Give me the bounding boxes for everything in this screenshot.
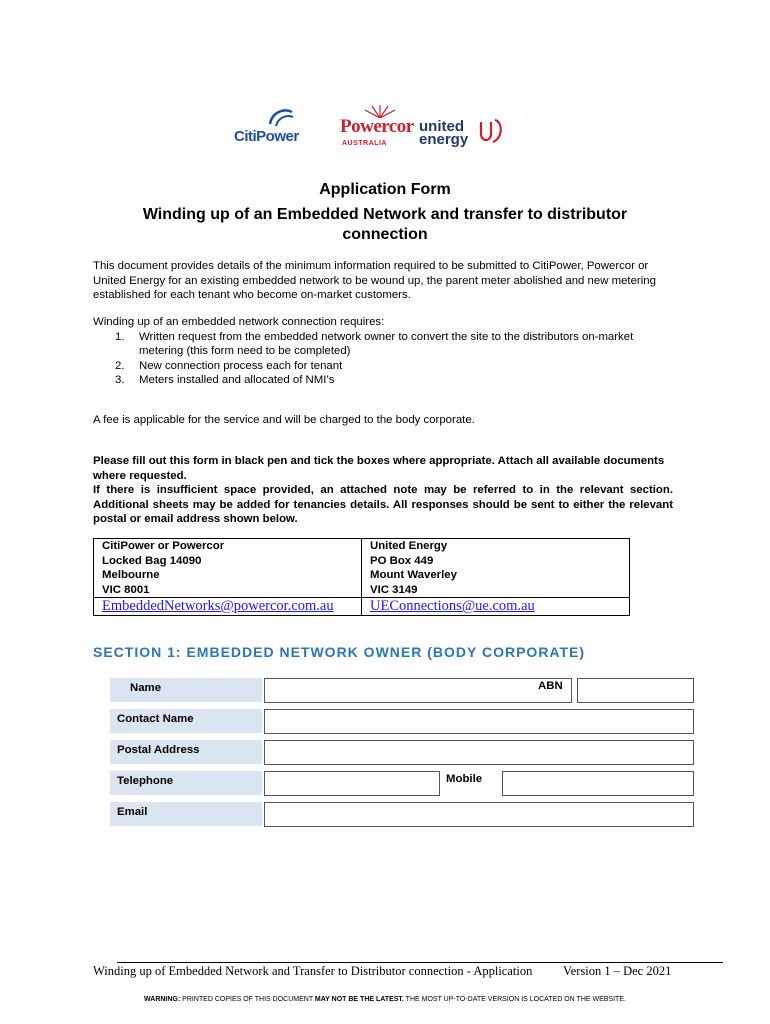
footer-divider [117, 962, 723, 963]
address-line: PO Box 449 [370, 554, 434, 567]
list-text: New connection process each for tenant [139, 359, 343, 372]
fee-notice: A fee is applicable for the service and will be charged to the body corporate. [93, 414, 475, 426]
telephone-label: Telephone [117, 775, 174, 787]
address-table [93, 538, 630, 616]
mobile-label: Mobile [446, 773, 483, 785]
address-line: Melbourne [102, 569, 160, 581]
list-text: Meters installed and allocated of NMI’s [139, 374, 335, 386]
contact-name-label: Contact Name [117, 713, 194, 725]
list-text: Written request from the embedded network owner to convert the site to the distributors on-market metering (this form need to be completed) [139, 330, 634, 357]
warning-d: THE MOST UP-TO-DATE VERSION IS LOCATED ON THE WEBSITE. [403, 996, 626, 1003]
united-energy-mark-icon [477, 116, 507, 146]
list-number: 1. [115, 330, 125, 343]
list-item [93, 373, 673, 388]
postal-address-input[interactable] [264, 740, 694, 765]
telephone-input[interactable] [264, 771, 440, 796]
name-label-cell [110, 678, 262, 702]
list-item [93, 330, 673, 359]
section1-heading: SECTION 1: EMBEDDED NETWORK OWNER (BODY CORPORATE) [93, 644, 586, 660]
ue-email-link[interactable]: UEConnections@ue.com.au [362, 598, 630, 616]
form-title: Application Form [319, 181, 451, 198]
footer-doc-title: Winding up of Embedded Network and Transfer to Distributor connection - Application [93, 964, 533, 978]
warning-b: PRINTED COPIES OF THIS DOCUMENT [180, 996, 315, 1003]
address-line: Locked Bag 14090 [102, 554, 202, 567]
address-left [94, 539, 362, 598]
telephone-label-cell [110, 771, 262, 795]
citipower-swoosh-icon [266, 106, 296, 128]
abn-input[interactable] [577, 678, 694, 703]
united-energy-logo [419, 120, 468, 146]
contact-name-input[interactable] [264, 709, 694, 734]
email-input[interactable] [264, 802, 694, 827]
logo-bar [232, 104, 522, 156]
address-line: CitiPower or Powercor [102, 540, 225, 552]
mobile-input[interactable] [502, 771, 694, 796]
form-subtitle-line2: connection [342, 226, 428, 243]
postal-address-label: Postal Address [117, 744, 200, 756]
contact-name-label-cell [110, 709, 262, 733]
instructions-p2: If there is insufficient space provided, an attached note may be referred to in the relevant section. Additional sheets may be added for tenancies details. All responses should be sent to either the relevant postal or email address shown below. [93, 484, 673, 525]
powercor-australia: AUSTRALIA [342, 140, 387, 147]
powercor-logo: Powercor [340, 116, 414, 137]
powercor-email-link[interactable]: EmbeddedNetworks@powercor.com.au [94, 598, 362, 616]
list-item [93, 359, 673, 374]
name-input[interactable] [264, 678, 572, 703]
citipower-logo: CitiPower [234, 128, 299, 145]
requirements-lead: Winding up of an embedded network connection requires: [93, 316, 385, 328]
address-line: VIC 8001 [102, 583, 150, 596]
list-number: 2. [115, 359, 125, 372]
email-label: Email [117, 806, 148, 818]
instructions-p1: Please fill out this form in black pen and tick the boxes where appropriate. Attach all available documents where requested. [93, 455, 665, 482]
warning-c: MAY NOT BE THE LATEST. [314, 996, 404, 1003]
form-subtitle-line1: Winding up of an Embedded Network and transfer to distributor [142, 206, 628, 223]
abn-label: ABN [538, 680, 563, 692]
list-number: 3. [115, 374, 125, 386]
requirements-list [93, 315, 673, 388]
address-line: United Energy [370, 540, 448, 552]
postal-address-label-cell [110, 740, 262, 764]
warning-a: WARNING: [144, 996, 181, 1003]
name-label: Name [130, 682, 162, 694]
address-right [362, 539, 630, 598]
email-label-cell [110, 802, 262, 826]
address-line: VIC 3149 [370, 583, 418, 596]
footer-warning [0, 996, 770, 1003]
united-word: united [419, 118, 464, 135]
footer-version: Version 1 – Dec 2021 [563, 964, 672, 978]
intro-paragraph: This document provides details of the minimum information required to be submitted to CitiPower, Powercor or United Energy for an existing embedded network to be wound up, the parent meter abolished and new metering established for each tenant who become on-market customers. [93, 260, 656, 301]
address-line: Mount Waverley [370, 569, 457, 581]
energy-word: energy [419, 131, 469, 148]
